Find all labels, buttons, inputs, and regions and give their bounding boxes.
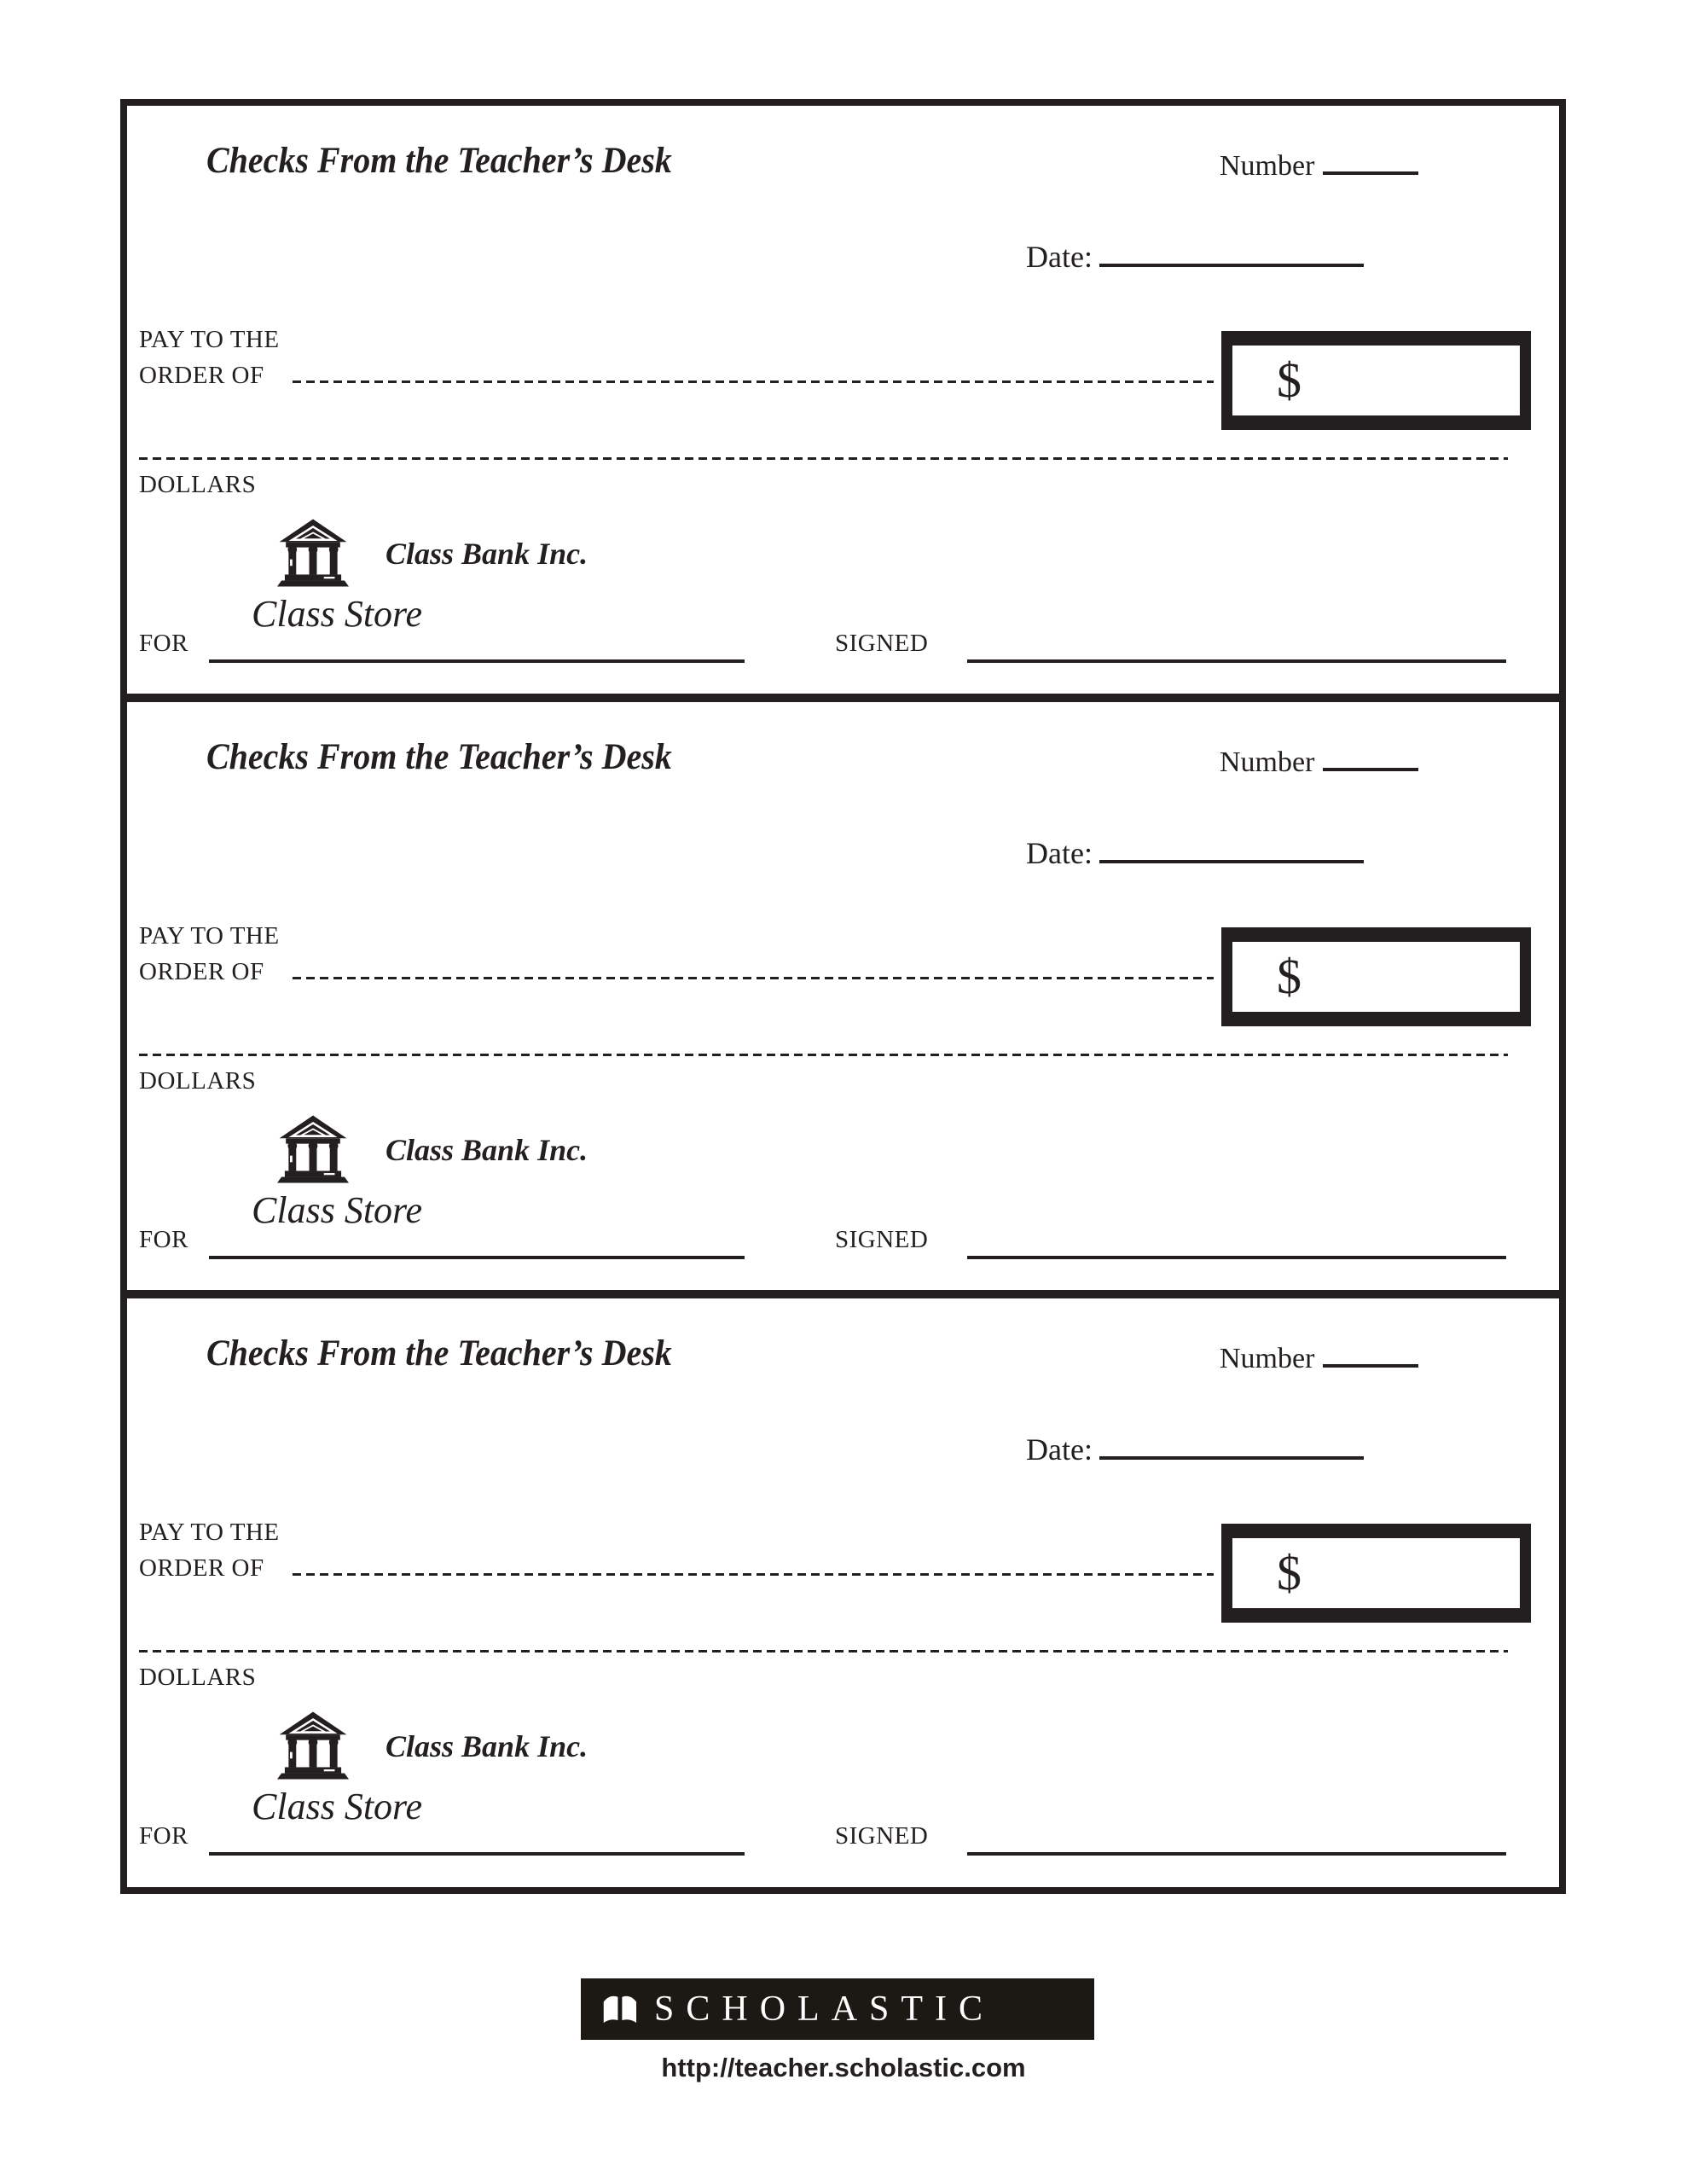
payee-line: [293, 977, 1214, 979]
check-title-text: Checks From the Teacher’s Desk: [206, 737, 672, 777]
date-label: Date:: [1026, 240, 1093, 274]
order-of-label: ORDER OF: [139, 1554, 264, 1582]
scholastic-logo: [581, 1978, 1094, 2040]
for-label: FOR: [139, 1226, 188, 1253]
for-value: Class Store: [252, 1786, 423, 1827]
amount-box-inner: [1229, 938, 1523, 1015]
dollars-label: DOLLARS: [139, 1664, 257, 1691]
number-line: [1323, 768, 1418, 771]
amount-box: [1221, 1524, 1531, 1623]
check-divider: [127, 694, 1559, 702]
scholastic-url: http://teacher.scholastic.com: [661, 2053, 1026, 2082]
check-number-field: [1220, 1343, 1418, 1375]
bank-building-icon: [277, 1710, 349, 1781]
date-field: [1026, 1432, 1364, 1467]
signed-line: [967, 659, 1506, 663]
date-line: [1099, 860, 1364, 863]
check-title: [206, 140, 707, 182]
date-field: [1026, 239, 1364, 275]
amount-box: [1221, 927, 1531, 1026]
number-label: Number: [1220, 150, 1315, 182]
signed-line: [967, 1852, 1506, 1856]
check-number-field: [1220, 150, 1418, 183]
signed-label: SIGNED: [835, 1226, 929, 1253]
check-1: [127, 106, 1559, 694]
bank-building-icon: [277, 517, 349, 589]
check-title-text: Checks From the Teacher’s Desk: [206, 141, 672, 181]
amount-words-line: [139, 1054, 1508, 1056]
dollars-label: DOLLARS: [139, 471, 257, 498]
date-label: Date:: [1026, 836, 1093, 870]
scholastic-wordmark: SCHOLASTIC: [654, 1989, 995, 2029]
check-divider: [127, 1290, 1559, 1298]
pay-to-the-label: PAY TO THE: [139, 1519, 280, 1546]
amount-words-line: [139, 457, 1508, 460]
check-title: [206, 736, 707, 778]
order-of-label: ORDER OF: [139, 958, 264, 985]
bank-name: Class Bank Inc.: [386, 1729, 588, 1763]
dollar-sign: $: [1277, 352, 1301, 408]
date-line: [1099, 264, 1364, 267]
amount-box: [1221, 331, 1531, 430]
for-line: [209, 1852, 745, 1856]
checks-frame: [120, 99, 1566, 1894]
bank-name: Class Bank Inc.: [386, 537, 588, 571]
bank-building-icon: [277, 1113, 349, 1185]
payee-line: [293, 380, 1214, 383]
number-label: Number: [1220, 1343, 1315, 1374]
for-line: [209, 1256, 745, 1259]
dollar-sign: $: [1277, 1545, 1301, 1600]
for-label: FOR: [139, 630, 188, 657]
check-number-field: [1220, 746, 1418, 779]
open-book-icon: [601, 1991, 644, 2027]
check-3: [127, 1298, 1559, 1886]
for-value: Class Store: [252, 593, 423, 635]
signed-label: SIGNED: [835, 630, 929, 657]
check-title-text: Checks From the Teacher’s Desk: [206, 1333, 672, 1374]
check-2: [127, 702, 1559, 1290]
number-line: [1323, 1364, 1418, 1368]
dollars-label: DOLLARS: [139, 1067, 257, 1095]
for-line: [209, 659, 745, 663]
pay-to-the-label: PAY TO THE: [139, 922, 280, 950]
payee-line: [293, 1573, 1214, 1576]
check-title: [206, 1333, 707, 1374]
signed-label: SIGNED: [835, 1822, 929, 1850]
bank-name: Class Bank Inc.: [386, 1133, 588, 1167]
for-value: Class Store: [252, 1189, 423, 1231]
amount-box-inner: [1229, 342, 1523, 419]
amount-words-line: [139, 1650, 1508, 1653]
date-line: [1099, 1456, 1364, 1460]
number-label: Number: [1220, 746, 1315, 778]
number-line: [1323, 171, 1418, 175]
signed-line: [967, 1256, 1506, 1259]
dollar-sign: $: [1277, 949, 1301, 1004]
order-of-label: ORDER OF: [139, 362, 264, 389]
date-label: Date:: [1026, 1432, 1093, 1467]
for-label: FOR: [139, 1822, 188, 1850]
pay-to-the-label: PAY TO THE: [139, 326, 280, 353]
date-field: [1026, 835, 1364, 871]
amount-box-inner: [1229, 1535, 1523, 1612]
